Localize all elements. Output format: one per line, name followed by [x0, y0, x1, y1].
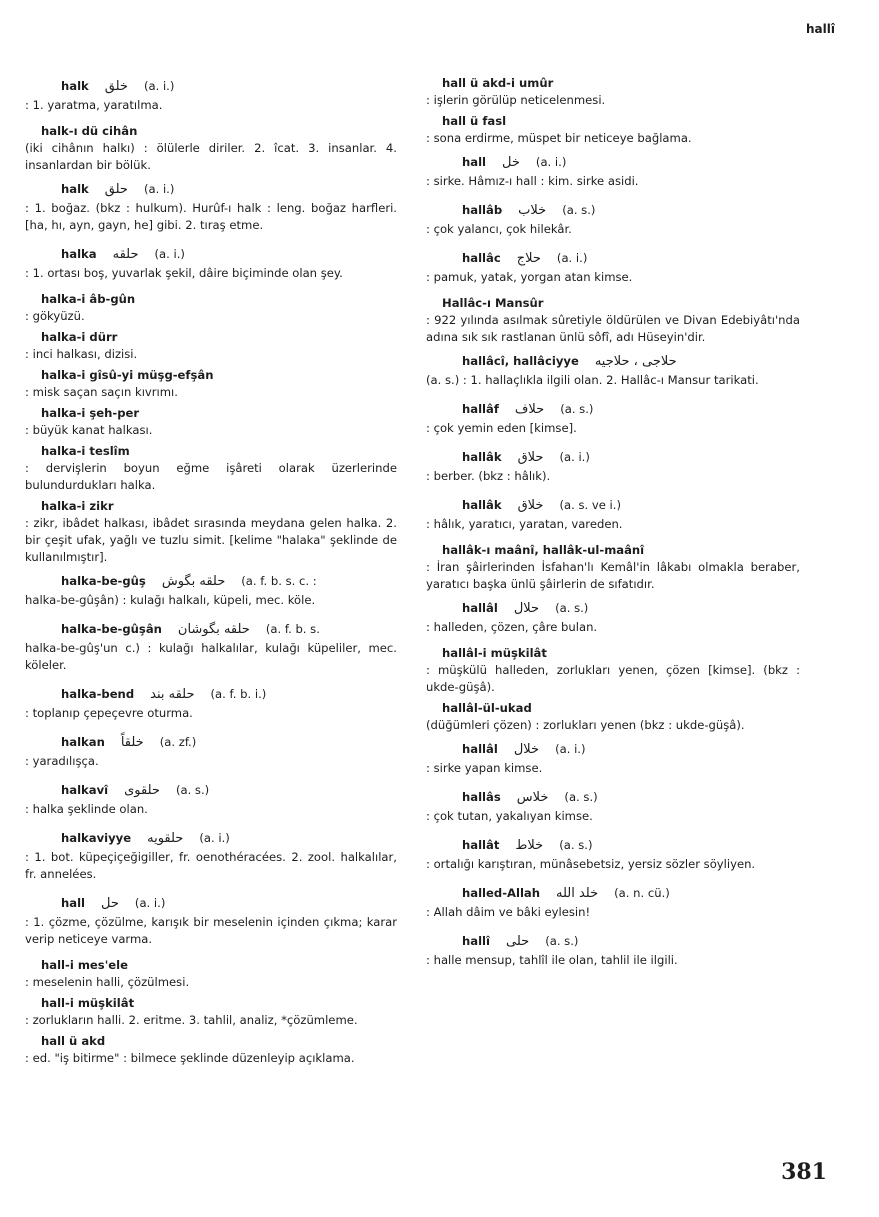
entry-headline	[25, 779, 397, 801]
entry-word: halka-i şeh-per	[41, 406, 140, 420]
entry-word: hall ü akd	[41, 1034, 106, 1048]
entry-definition: : 1. bot. küpeçiçeğigiller, fr. oenothéracées. 2. zool. halkalılar, fr. annelées.	[25, 850, 397, 881]
entry-definition: halka-be-gûşân) : kulağı halkalı, küpeli, mec. köle.	[25, 593, 316, 607]
dictionary-entry	[426, 151, 800, 190]
entry-definition: (iki cihânın halkı) : ölülerle diriler. 2. îcat. 3. insanlar. 4. insanlardan bir bölük.	[25, 141, 397, 172]
entry-grammar: (a. s.)	[555, 600, 589, 615]
entry-word: halk	[61, 181, 89, 196]
entry-headline	[25, 178, 397, 200]
entry-grammar: (a. f. b. i.)	[210, 686, 267, 701]
entry-headline	[25, 683, 397, 705]
entry-word: hallâcî, hallâciyye	[462, 353, 579, 368]
entry-word: hallâb	[462, 202, 503, 217]
entry-definition: : sona erdirme, müspet bir neticeye bağlama.	[426, 131, 692, 145]
entry-grammar: (a. s.)	[562, 202, 596, 217]
entry-headline	[426, 113, 800, 130]
entry-word: hallâl-ül-ukad	[442, 701, 532, 715]
entry-word: Hallâc-ı Mansûr	[442, 296, 544, 310]
entry-headline	[426, 247, 800, 269]
entry-grammar: (a. s.)	[545, 933, 579, 948]
entry-headline	[426, 151, 800, 173]
entry-definition: : sirke. Hâmız-ı hall : kim. sirke asidi.	[426, 174, 639, 188]
dictionary-entry	[426, 542, 800, 593]
entry-headline	[426, 786, 800, 808]
entry-grammar: (a. i.)	[199, 830, 230, 845]
entry-grammar: (a. f. b. s. c. :	[241, 573, 317, 588]
dictionary-entry	[25, 1033, 397, 1067]
entry-grammar: (a. s.)	[559, 837, 593, 852]
entry-grammar: (a. s.)	[564, 789, 598, 804]
entry-headline	[25, 957, 397, 974]
entry-definition: halka-be-gûş'un c.) : kulağı halkalılar, kulağı küpeliler, mec. köleler.	[25, 641, 397, 672]
entry-definition: : halleden, çözen, çâre bulan.	[426, 620, 598, 634]
dictionary-entry	[426, 786, 800, 825]
dictionary-entry	[25, 75, 397, 114]
entry-headline	[426, 494, 800, 516]
entry-headline	[25, 892, 397, 914]
entry-headline	[426, 645, 800, 662]
entry-definition: : 1. ortası boş, yuvarlak şekil, dâire biçiminde olan şey.	[25, 266, 343, 280]
entry-arabic: حلاق	[517, 449, 544, 465]
entry-arabic: حلاف	[514, 401, 545, 417]
entry-grammar: (a. i.)	[556, 250, 588, 265]
dictionary-entry	[25, 123, 397, 174]
dictionary-entry	[25, 178, 397, 234]
entry-definition: : Allah dâim ve bâki eylesin!	[426, 905, 591, 919]
dictionary-entry	[25, 570, 397, 609]
entry-word: halk	[61, 78, 89, 93]
entry-arabic: حلقه	[112, 246, 139, 262]
entry-grammar: (a. s. ve i.)	[559, 497, 621, 512]
dictionary-entry	[25, 957, 397, 991]
dictionary-entry	[426, 247, 800, 286]
entry-definition: : dervişlerin boyun eğme işâreti olarak üzerlerinde bulundurdukları halka.	[25, 461, 397, 492]
entry-definition: : zikr, ibâdet halkası, ibâdet sırasında meydana gelen halka. 2. bir çeşit ufak, yağlı ve tuzlu simit. [kelime "halaka" şeklinde de kullanılmıştır].	[25, 516, 397, 564]
entry-arabic: خلاس	[516, 789, 549, 805]
dictionary-entry	[25, 618, 397, 674]
entry-headline	[25, 367, 397, 384]
dictionary-entry	[25, 405, 397, 439]
entry-word: hallâl	[462, 741, 498, 756]
entry-definition: (a. s.) : 1. hallaçlıkla ilgili olan. 2. Hallâc-ı Mansur tarikati.	[426, 373, 759, 387]
entry-headline	[25, 75, 397, 97]
entry-definition: : büyük kanat halkası.	[25, 423, 153, 437]
entry-headline	[25, 123, 397, 140]
entry-headline	[25, 405, 397, 422]
entry-definition: : pamuk, yatak, yorgan atan kimse.	[426, 270, 633, 284]
dictionary-entry	[426, 738, 800, 777]
entry-headline	[25, 731, 397, 753]
dictionary-entry	[25, 243, 397, 282]
dictionary-entry	[25, 995, 397, 1029]
entry-arabic: خل	[502, 154, 520, 170]
entry-arabic: حلاجی ، حلاجیه	[594, 353, 677, 369]
entry-headline	[426, 882, 800, 904]
dictionary-entry	[25, 779, 397, 818]
entry-headline	[25, 243, 397, 265]
entry-word: halkaviyye	[61, 830, 132, 845]
entry-word: hall	[61, 895, 86, 910]
entry-definition: : İran şâirlerinden İsfahan'lı Kemâl'in lâkabı olmakla beraber, yaratıcı başka ünlü şâirlerin de sıfatıdır.	[426, 560, 800, 591]
entry-definition: : yaradılışça.	[25, 754, 99, 768]
entry-arabic: حلقوی	[124, 782, 160, 798]
entry-arabic: حلقویه	[147, 830, 184, 846]
entry-definition: : çok yemin eden [kimse].	[426, 421, 577, 435]
entry-word: hall-i müşkilât	[41, 996, 135, 1010]
entry-word: hallâl	[462, 600, 498, 615]
entry-grammar: (a. i.)	[559, 449, 590, 464]
entry-definition: : çok yalancı, çok hilekâr.	[426, 222, 572, 236]
dictionary-entry	[25, 291, 397, 325]
entry-arabic: حلال	[513, 600, 540, 616]
entry-headline	[426, 75, 800, 92]
entry-grammar: (a. i.)	[154, 246, 185, 261]
entry-definition: : hâlık, yaratıcı, yaratan, vareden.	[426, 517, 623, 531]
dictionary-entry	[426, 199, 800, 238]
entry-definition: : meselenin halli, çözülmesi.	[25, 975, 190, 989]
entry-definition: : çok tutan, yakalıyan kimse.	[426, 809, 593, 823]
dictionary-entry	[426, 113, 800, 147]
entry-arabic: حلی	[506, 933, 530, 949]
entry-word: halkavî	[61, 782, 109, 797]
entry-definition: : gökyüzü.	[25, 309, 85, 323]
entry-definition: : berber. (bkz : hâlık).	[426, 469, 551, 483]
entry-arabic: خلقاً	[120, 734, 144, 750]
entry-definition: : 1. boğaz. (bkz : hulkum). Hurûf-ı halk : leng. boğaz harfleri. [ha, hı, ayn, gayn, he] gibi. 2. tıraş etme.	[25, 201, 397, 232]
entry-definition: : müşkülü halleden, zorlukları yenen, çözen [kimse]. (bkz : ukde-güşâ).	[426, 663, 800, 694]
entry-headline	[426, 700, 800, 717]
entry-grammar: (a. i.)	[143, 181, 175, 196]
entry-definition: : zorlukların halli. 2. eritme. 3. tahlil, analiz, *çözümleme.	[25, 1013, 358, 1027]
entry-word: hall-i mes'ele	[41, 958, 128, 972]
page-number: 381	[781, 1159, 827, 1185]
entry-word: hallî	[462, 933, 490, 948]
entry-grammar: (a. i.)	[134, 895, 166, 910]
entry-word: hallâk	[462, 497, 502, 512]
entry-arabic: خلال	[513, 741, 540, 757]
dictionary-entry	[426, 75, 800, 109]
dictionary-entry	[426, 700, 800, 734]
entry-headline	[426, 597, 800, 619]
entry-arabic: خلاط	[515, 837, 544, 853]
running-head: hallî	[806, 22, 835, 36]
entry-arabic: حلقه بند	[150, 686, 195, 702]
entry-word: hallâk	[462, 449, 502, 464]
entry-word: halka-i âb-gûn	[41, 292, 136, 306]
dictionary-entry	[426, 494, 800, 533]
entry-grammar: (a. n. cü.)	[614, 885, 670, 900]
entry-definition: : 922 yılında asılmak sûretiyle öldürülen ve Divan Edebiyâtı'nda adına sık sık rastlanan ünlü sôfî, adı Hüseyin'dir.	[426, 313, 800, 344]
entry-definition: (düğümleri çözen) : zorlukları yenen (bkz : ukde-güşâ).	[426, 718, 745, 732]
entry-definition: : ed. "iş bitirme" : bilmece şeklinde düzenleyip açıklama.	[25, 1051, 355, 1065]
entry-arabic: خلاب	[518, 202, 547, 218]
dictionary-entry	[25, 683, 397, 722]
dictionary-entry	[426, 882, 800, 921]
entry-word: halka-i zikr	[41, 499, 114, 513]
entry-headline	[25, 329, 397, 346]
entry-word: halled-Allah	[462, 885, 540, 900]
entry-word: halka-i dürr	[41, 330, 118, 344]
entry-definition: : halle mensup, tahlîl ile olan, tahlil ile ilgili.	[426, 953, 678, 967]
entry-word: hallâf	[462, 401, 499, 416]
entry-headline	[25, 570, 397, 592]
entry-headline	[426, 738, 800, 760]
entry-grammar: (a. i.)	[555, 741, 586, 756]
dictionary-entry	[25, 827, 397, 883]
entry-headline	[426, 834, 800, 856]
entry-arabic: حل	[101, 895, 119, 911]
entry-word: halk-ı dü cihân	[41, 124, 138, 138]
entry-word: hallâl-i müşkilât	[442, 646, 547, 660]
entry-grammar: (a. s.)	[560, 401, 594, 416]
entry-definition: : halka şeklinde olan.	[25, 802, 148, 816]
entry-arabic: حلق	[104, 181, 128, 197]
dictionary-entry	[426, 930, 800, 969]
entry-headline	[25, 291, 397, 308]
dictionary-entry	[426, 398, 800, 437]
dictionary-entry	[25, 443, 397, 494]
dictionary-entry	[426, 834, 800, 873]
entry-word: halkan	[61, 734, 105, 749]
entry-grammar: (a. f. b. s.	[265, 621, 320, 636]
left-column	[25, 75, 397, 1071]
dictionary-entry	[426, 597, 800, 636]
right-column	[426, 75, 800, 978]
entry-word: halka-i teslîm	[41, 444, 130, 458]
entry-headline	[25, 443, 397, 460]
entry-definition: : sirke yapan kimse.	[426, 761, 543, 775]
dictionary-entry	[25, 498, 397, 566]
entry-arabic: خلاق	[517, 497, 544, 513]
dictionary-entry	[426, 350, 800, 389]
entry-word: hallâc	[462, 250, 501, 265]
entry-word: hallât	[462, 837, 500, 852]
entry-definition: : misk saçan saçın kıvrımı.	[25, 385, 178, 399]
entry-definition: : toplanıp çepeçevre oturma.	[25, 706, 193, 720]
entry-word: halka-be-gûş	[61, 573, 146, 588]
entry-word: halka-i gîsû-yi müşg-efşân	[41, 368, 214, 382]
entry-grammar: (a. i.)	[535, 154, 567, 169]
entry-headline	[426, 446, 800, 468]
entry-word: halka-be-gûşân	[61, 621, 162, 636]
entry-headline	[25, 1033, 397, 1050]
entry-headline	[25, 498, 397, 515]
entry-grammar: (a. s.)	[175, 782, 210, 797]
entry-arabic: حلاج	[516, 250, 541, 266]
dictionary-entry	[25, 329, 397, 363]
entry-definition: : 1. yaratma, yaratılma.	[25, 98, 163, 112]
entry-definition: : 1. çözme, çözülme, karışık bir meselenin içinden çıkma; karar verip neticeye varma.	[25, 915, 397, 946]
entry-headline	[426, 542, 800, 559]
entry-word: hall	[462, 154, 487, 169]
entry-headline	[426, 350, 800, 372]
dictionary-entry	[426, 446, 800, 485]
entry-word: hall ü fasl	[442, 114, 507, 128]
entry-word: hall ü akd-i umûr	[442, 76, 554, 90]
entry-headline	[426, 199, 800, 221]
entry-arabic: خلق	[104, 78, 128, 94]
entry-headline	[25, 995, 397, 1012]
entry-definition: : işlerin görülüp neticelenmesi.	[426, 93, 606, 107]
entry-headline	[25, 618, 397, 640]
entry-arabic: حلقه بگوشان	[177, 621, 250, 637]
dictionary-entry	[426, 645, 800, 696]
entry-definition: : inci halkası, dizisi.	[25, 347, 138, 361]
entry-arabic: حلقه بگوش	[161, 573, 226, 589]
entry-headline	[426, 295, 800, 312]
entry-headline	[25, 827, 397, 849]
entry-word: halka-bend	[61, 686, 135, 701]
dictionary-entry	[25, 892, 397, 948]
entry-word: hallâs	[462, 789, 501, 804]
entry-grammar: (a. i.)	[143, 78, 175, 93]
entry-headline	[426, 398, 800, 420]
entry-word: hallâk-ı maânî, hallâk-ul-maânî	[442, 543, 645, 557]
dictionary-entry	[426, 295, 800, 346]
entry-grammar: (a. zf.)	[159, 734, 197, 749]
entry-word: halka	[61, 246, 97, 261]
entry-arabic: خلد الله	[556, 885, 599, 901]
entry-definition: : ortalığı karıştıran, münâsebetsiz, yersiz sözler söyliyen.	[426, 857, 756, 871]
entry-headline	[426, 930, 800, 952]
dictionary-entry	[25, 367, 397, 401]
dictionary-entry	[25, 731, 397, 770]
